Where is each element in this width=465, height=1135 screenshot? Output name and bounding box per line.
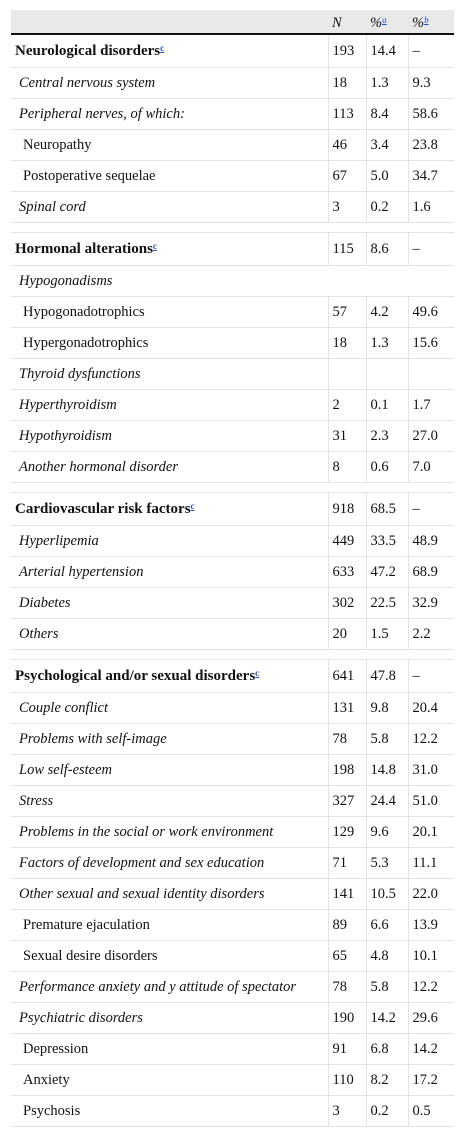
cell-n — [328, 358, 366, 389]
row-label: Neuropathy — [11, 129, 328, 160]
cell-pa — [366, 358, 408, 389]
cell-n: 78 — [328, 971, 366, 1002]
row-label: Premature ejaculation — [11, 909, 328, 940]
table-row — [11, 909, 454, 940]
cell-pa: 0.2 — [366, 191, 408, 222]
cell-pb: 12.2 — [408, 971, 454, 1002]
cell-pb: 51.0 — [408, 785, 454, 816]
cell-n: 57 — [328, 296, 366, 327]
cell-pa: 22.5 — [366, 587, 408, 618]
cell-pb: 0.5 — [408, 1095, 454, 1126]
row-label: Hyperlipemia — [11, 525, 328, 556]
data-table — [11, 10, 454, 1127]
cell-pb: 32.9 — [408, 587, 454, 618]
cell-n: 31 — [328, 420, 366, 451]
cell-n: 113 — [328, 98, 366, 129]
cell-n: 78 — [328, 723, 366, 754]
spacer-row — [11, 222, 454, 232]
cell-pa: 10.5 — [366, 878, 408, 909]
table-row — [11, 785, 454, 816]
footnote-link-c[interactable]: c — [160, 42, 165, 53]
cell-pb: 49.6 — [408, 296, 454, 327]
cell-pa: 14.2 — [366, 1002, 408, 1033]
cell-n: 633 — [328, 556, 366, 587]
row-label: Psychological and/or sexual disorders$^c$ — [11, 659, 328, 692]
cell-n: 20 — [328, 618, 366, 649]
cell-pa: 3.4 — [366, 129, 408, 160]
table-row — [11, 67, 454, 98]
cell-pa: 9.6 — [366, 816, 408, 847]
row-label: Low self-esteem — [11, 754, 328, 785]
row-label: Problems in the social or work environment — [11, 816, 328, 847]
row-label: Central nervous system — [11, 67, 328, 98]
footnote-link-c[interactable]: c — [255, 667, 260, 678]
cell-pa: 5.8 — [366, 971, 408, 1002]
row-label: Neurological disorders$^c$ — [11, 34, 328, 67]
cell-pa: 68.5 — [366, 492, 408, 525]
row-label: Peripheral nerves, of which: — [11, 98, 328, 129]
cell-pb: 1.6 — [408, 191, 454, 222]
table-row — [11, 98, 454, 129]
row-label: Stress — [11, 785, 328, 816]
cell-pb: 27.0 — [408, 420, 454, 451]
cell-pb — [408, 358, 454, 389]
cell-pa: 14.4 — [366, 34, 408, 67]
cell-n: 67 — [328, 160, 366, 191]
cell-pb: 2.2 — [408, 618, 454, 649]
cell-pa: 24.4 — [366, 785, 408, 816]
row-label: Anxiety — [11, 1064, 328, 1095]
table-row — [11, 525, 454, 556]
cell-n: 141 — [328, 878, 366, 909]
table-row — [11, 129, 454, 160]
cell-n: 2 — [328, 389, 366, 420]
table-row — [11, 1064, 454, 1095]
table-row — [11, 723, 454, 754]
row-label: Diabetes — [11, 587, 328, 618]
cell-pa: 0.2 — [366, 1095, 408, 1126]
table-row — [11, 587, 454, 618]
row-label: Arterial hypertension — [11, 556, 328, 587]
header-percent-b: %$^b$ — [408, 10, 454, 34]
cell-pa: 47.2 — [366, 556, 408, 587]
table-row — [11, 191, 454, 222]
table-row — [11, 389, 454, 420]
cell-pb: 17.2 — [408, 1064, 454, 1095]
table-body — [11, 34, 454, 1126]
footnote-link-c[interactable]: c — [190, 500, 195, 511]
cell-pa: 1.3 — [366, 67, 408, 98]
table-row — [11, 971, 454, 1002]
cell-n: 131 — [328, 692, 366, 723]
section-row — [11, 659, 454, 692]
row-label: Factors of development and sex education — [11, 847, 328, 878]
cell-n: 327 — [328, 785, 366, 816]
cell-pa: 9.8 — [366, 692, 408, 723]
cell-n: 198 — [328, 754, 366, 785]
spacer-row — [11, 482, 454, 492]
table-row — [11, 1095, 454, 1126]
cell-pa: 2.3 — [366, 420, 408, 451]
header-n: N — [328, 10, 366, 34]
row-label: Spinal cord — [11, 191, 328, 222]
cell-n: 18 — [328, 327, 366, 358]
table-header — [11, 10, 454, 34]
cell-pb: 22.0 — [408, 878, 454, 909]
cell-pb: 14.2 — [408, 1033, 454, 1064]
table-row — [11, 1033, 454, 1064]
cell-pb: – — [408, 34, 454, 67]
cell-n: 449 — [328, 525, 366, 556]
cell-n: 918 — [328, 492, 366, 525]
cell-n: 65 — [328, 940, 366, 971]
table-row — [11, 451, 454, 482]
cell-pb: 20.4 — [408, 692, 454, 723]
row-label: Others — [11, 618, 328, 649]
cell-pb: 34.7 — [408, 160, 454, 191]
cell-n: 18 — [328, 67, 366, 98]
cell-n: 3 — [328, 191, 366, 222]
spacer-cell — [11, 482, 454, 492]
cell-n: 8 — [328, 451, 366, 482]
row-label: Hypothyroidism — [11, 420, 328, 451]
cell-pb: 68.9 — [408, 556, 454, 587]
cell-pa: 8.2 — [366, 1064, 408, 1095]
table-row — [11, 327, 454, 358]
cell-n: 71 — [328, 847, 366, 878]
cell-pb: 15.6 — [408, 327, 454, 358]
table-row — [11, 556, 454, 587]
row-label: Hypergonadotrophics — [11, 327, 328, 358]
table-row — [11, 296, 454, 327]
row-label: Psychosis — [11, 1095, 328, 1126]
cell-n: 129 — [328, 816, 366, 847]
table-row — [11, 265, 454, 296]
cell-pb: 1.7 — [408, 389, 454, 420]
cell-n: 641 — [328, 659, 366, 692]
row-label: Sexual desire disorders — [11, 940, 328, 971]
cell-pb: 13.9 — [408, 909, 454, 940]
table-row — [11, 692, 454, 723]
table-row — [11, 618, 454, 649]
row-label: Other sexual and sexual identity disorders — [11, 878, 328, 909]
cell-pa: 1.5 — [366, 618, 408, 649]
footnote-link-c[interactable]: c — [152, 240, 157, 251]
cell-n: 89 — [328, 909, 366, 940]
row-label: Hypogonadotrophics — [11, 296, 328, 327]
cell-pa: 5.8 — [366, 723, 408, 754]
row-label: Performance anxiety and y attitude of spectator — [11, 971, 328, 1002]
footnote-link-b[interactable]: b — [424, 15, 429, 25]
table-row — [11, 847, 454, 878]
row-label: Cardiovascular risk factors$^c$ — [11, 492, 328, 525]
row-label: Hypogonadisms — [11, 265, 454, 296]
cell-n: 91 — [328, 1033, 366, 1064]
row-label: Hormonal alterations$^c$ — [11, 232, 328, 265]
spacer-cell — [11, 222, 454, 232]
row-label: Postoperative sequelae — [11, 160, 328, 191]
table-row — [11, 816, 454, 847]
cell-pb: 10.1 — [408, 940, 454, 971]
cell-pa: 1.3 — [366, 327, 408, 358]
cell-pa: 0.1 — [366, 389, 408, 420]
cell-pa: 6.6 — [366, 909, 408, 940]
cell-pb: 9.3 — [408, 67, 454, 98]
cell-pa: 8.6 — [366, 232, 408, 265]
spacer-row — [11, 649, 454, 659]
cell-pb: 7.0 — [408, 451, 454, 482]
table-row — [11, 420, 454, 451]
cell-n: 302 — [328, 587, 366, 618]
cell-pa: 14.8 — [366, 754, 408, 785]
table-row — [11, 160, 454, 191]
row-label: Hyperthyroidism — [11, 389, 328, 420]
cell-n: 3 — [328, 1095, 366, 1126]
cell-pb: – — [408, 492, 454, 525]
cell-pb: 31.0 — [408, 754, 454, 785]
table-row — [11, 878, 454, 909]
cell-pa: 4.2 — [366, 296, 408, 327]
cell-pb: 12.2 — [408, 723, 454, 754]
cell-pb: – — [408, 232, 454, 265]
row-label: Thyroid dysfunctions — [11, 358, 328, 389]
section-row — [11, 34, 454, 67]
cell-pa: 6.8 — [366, 1033, 408, 1064]
cell-n: 190 — [328, 1002, 366, 1033]
cell-pa: 5.3 — [366, 847, 408, 878]
table-row — [11, 940, 454, 971]
row-label: Depression — [11, 1033, 328, 1064]
row-label: Psychiatric disorders — [11, 1002, 328, 1033]
section-row — [11, 492, 454, 525]
header-percent-a: %$^a$ — [366, 10, 408, 34]
cell-n: 193 — [328, 34, 366, 67]
header-label — [11, 10, 328, 34]
cell-pb: 48.9 — [408, 525, 454, 556]
cell-pa: 47.8 — [366, 659, 408, 692]
cell-pb: 58.6 — [408, 98, 454, 129]
cell-n: 110 — [328, 1064, 366, 1095]
table-row — [11, 1002, 454, 1033]
table-row — [11, 358, 454, 389]
row-label: Couple conflict — [11, 692, 328, 723]
cell-pa: 0.6 — [366, 451, 408, 482]
cell-pb: 23.8 — [408, 129, 454, 160]
cell-n: 115 — [328, 232, 366, 265]
row-label: Another hormonal disorder — [11, 451, 328, 482]
row-label: Problems with self-image — [11, 723, 328, 754]
cell-pb: 29.6 — [408, 1002, 454, 1033]
cell-pa: 8.4 — [366, 98, 408, 129]
cell-n: 46 — [328, 129, 366, 160]
spacer-cell — [11, 649, 454, 659]
section-row — [11, 232, 454, 265]
cell-pa: 33.5 — [366, 525, 408, 556]
cell-pb: – — [408, 659, 454, 692]
cell-pb: 20.1 — [408, 816, 454, 847]
cell-pa: 5.0 — [366, 160, 408, 191]
cell-pa: 4.8 — [366, 940, 408, 971]
table-row — [11, 754, 454, 785]
cell-pb: 11.1 — [408, 847, 454, 878]
footnote-link-a[interactable]: a — [382, 15, 387, 25]
